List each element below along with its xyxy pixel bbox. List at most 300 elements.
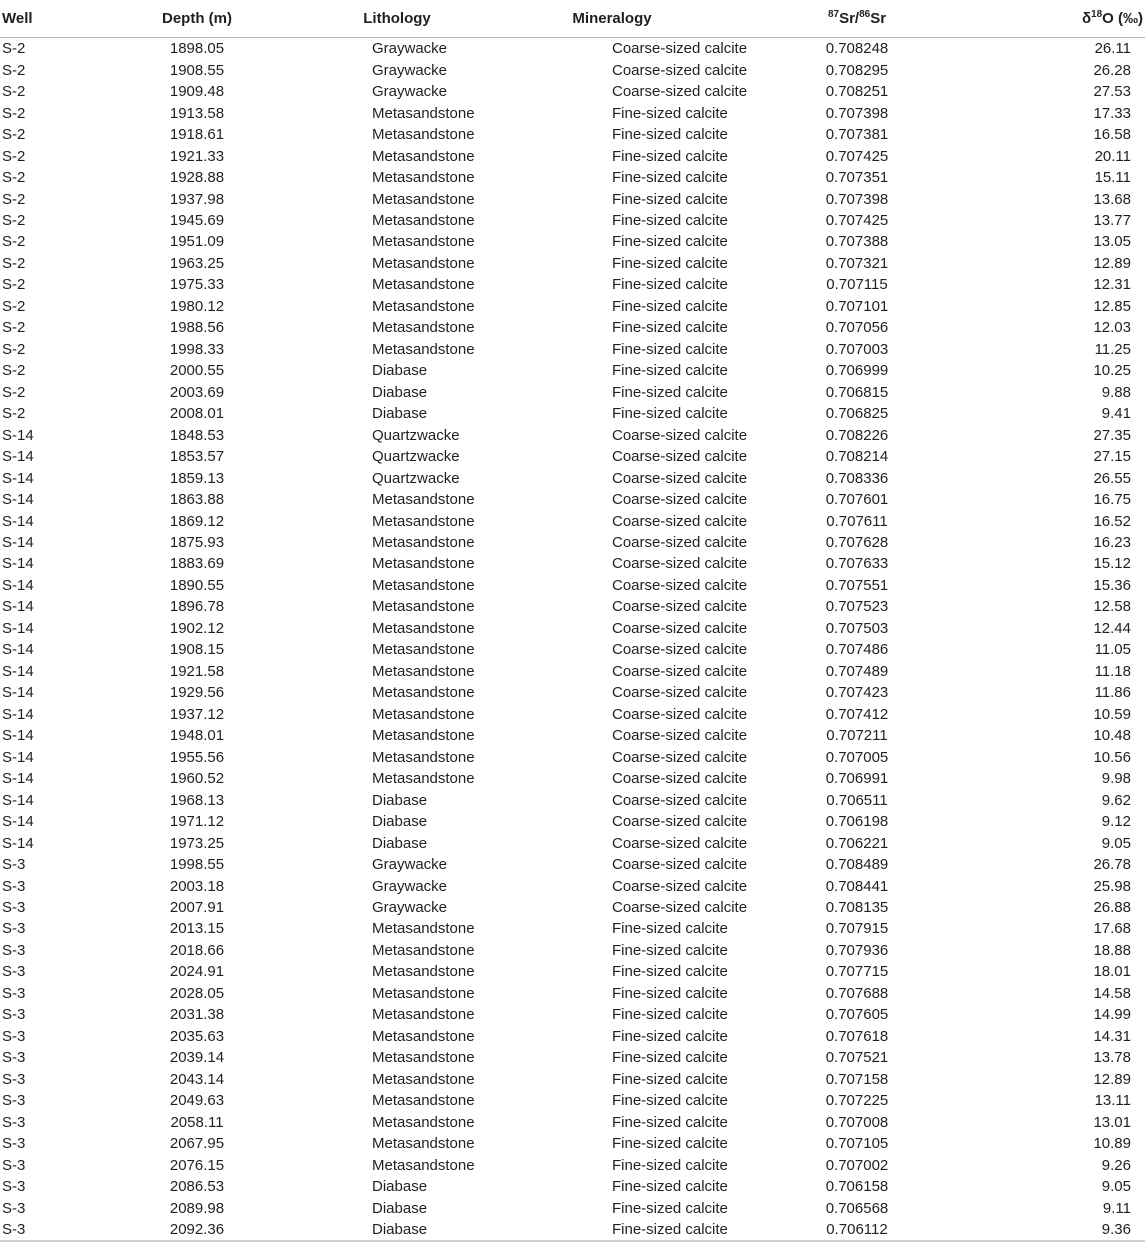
cell-lithology: Metasandstone <box>372 1113 475 1131</box>
cell-mineralogy: Fine-sized calcite <box>612 104 728 122</box>
cell-well: S-2 <box>2 126 26 144</box>
cell-delta18o: 26.78 <box>1093 856 1131 874</box>
cell-mineralogy: Coarse-sized calcite <box>612 877 748 895</box>
cell-delta18o: 26.11 <box>1094 40 1131 58</box>
cell-mineralogy: Fine-sized calcite <box>612 147 728 165</box>
cell-delta18o: 17.68 <box>1093 920 1131 938</box>
cell-mineralogy: Coarse-sized calcite <box>612 813 748 831</box>
cell-sr-ratio: 0.706815 <box>825 383 889 401</box>
cell-lithology: Metasandstone <box>372 598 475 616</box>
cell-sr-ratio: 0.706158 <box>825 1178 889 1196</box>
cell-well: S-3 <box>0 1219 97 1241</box>
table-row <box>0 897 1145 918</box>
table-row <box>0 253 1145 274</box>
cell-sr-ratio: 0.707915 <box>825 920 889 938</box>
cell-depth: 1973.25 <box>169 834 225 852</box>
cell-delta18o: 13.05 <box>1093 233 1131 251</box>
cell-well: S-14 <box>2 576 34 594</box>
table-row <box>0 446 1145 467</box>
table-row <box>0 124 1145 145</box>
table-row <box>0 983 1145 1004</box>
cell-lithology: Metasandstone <box>372 1006 475 1024</box>
cell-well: S-2 <box>2 211 26 229</box>
cell-delta18o: 12.89 <box>1093 1070 1131 1088</box>
cell-sr-ratio: 0.707551 <box>825 576 889 594</box>
table-row <box>0 1197 1145 1218</box>
cell-lithology: Metasandstone <box>372 770 475 788</box>
cell-delta18o: 9.41 <box>1101 405 1131 423</box>
cell-lithology: Metasandstone <box>372 920 475 938</box>
table-row <box>0 102 1145 123</box>
cell-well: S-3 <box>2 963 26 981</box>
cell-delta18o: 20.11 <box>1094 147 1131 165</box>
cell-sr-ratio: 0.707423 <box>825 684 889 702</box>
cell-delta18o: 13.77 <box>1093 211 1131 229</box>
cell-depth: 1980.12 <box>169 297 225 315</box>
cell-mineralogy: Fine-sized calcite <box>612 1049 728 1067</box>
delta-suffix: O (‰) <box>1102 10 1143 27</box>
cell-mineralogy: Coarse-sized calcite <box>612 61 748 79</box>
cell-depth: 2086.53 <box>169 1178 225 1196</box>
cell-lithology: Metasandstone <box>372 984 475 1002</box>
cell-lithology: Quartzwacke <box>372 448 460 466</box>
table-row <box>0 811 1145 832</box>
cell-mineralogy: Coarse-sized calcite <box>612 727 748 745</box>
cell-well: S-3 <box>2 984 26 1002</box>
cell-lithology: Metasandstone <box>372 1135 475 1153</box>
cell-well: S-3 <box>2 898 26 916</box>
cell-well: S-2 <box>2 254 26 272</box>
table-row <box>0 875 1145 896</box>
cell-sr-ratio: 0.707611 <box>826 512 888 530</box>
table-row <box>0 210 1145 231</box>
cell-depth: 1937.12 <box>169 705 225 723</box>
cell-mineralogy: Coarse-sized calcite <box>612 898 748 916</box>
cell-depth: 2049.63 <box>169 1092 225 1110</box>
table-header <box>0 0 1145 38</box>
cell-well: S-14 <box>2 727 34 745</box>
cell-lithology: Metasandstone <box>372 276 475 294</box>
cell-delta18o: 10.25 <box>1093 362 1131 380</box>
table-row <box>0 59 1145 80</box>
cell-lithology: Diabase <box>372 405 428 423</box>
cell-sr-ratio: 0.707101 <box>825 297 889 315</box>
cell-delta18o: 14.58 <box>1093 984 1131 1002</box>
cell-mineralogy: Coarse-sized calcite <box>612 662 748 680</box>
table-row <box>0 768 1145 789</box>
cell-mineralogy: Fine-sized calcite <box>612 1027 728 1045</box>
cell-delta18o: 15.36 <box>1093 576 1131 594</box>
cell-mineralogy: Fine-sized calcite <box>612 405 728 423</box>
cell-delta18o: 18.88 <box>1093 941 1131 959</box>
cell-sr-ratio: 0.708251 <box>825 83 889 101</box>
cell-mineralogy: Fine-sized calcite <box>612 1070 728 1088</box>
cell-delta18o: 9.05 <box>1101 1178 1131 1196</box>
cell-delta18o: 12.85 <box>1093 297 1131 315</box>
cell-delta18o: 10.48 <box>1093 727 1131 745</box>
cell-lithology: Metasandstone <box>372 1049 475 1067</box>
cell-depth: 1963.25 <box>169 254 225 272</box>
cell-lithology: Metasandstone <box>372 319 475 337</box>
cell-delta18o: 14.31 <box>1093 1027 1131 1045</box>
cell-sr-ratio: 0.707388 <box>825 233 889 251</box>
cell-depth: 1921.58 <box>169 662 225 680</box>
cell-delta18o: 16.75 <box>1093 491 1131 509</box>
cell-depth: 1908.15 <box>169 641 225 659</box>
delta-symbol: δ <box>1081 10 1092 27</box>
cell-mineralogy: Coarse-sized calcite <box>612 619 748 637</box>
cell-mineralogy: Fine-sized calcite <box>612 920 728 938</box>
cell-lithology: Metasandstone <box>372 662 475 680</box>
header-well: Well <box>0 0 97 38</box>
cell-sr-ratio: 0.707486 <box>825 641 889 659</box>
cell-lithology: Metasandstone <box>372 169 475 187</box>
cell-lithology: Graywacke <box>372 877 448 895</box>
cell-sr-ratio: 0.708441 <box>825 877 889 895</box>
cell-sr-ratio: 0.707412 <box>825 705 889 723</box>
cell-delta18o: 13.68 <box>1093 190 1131 208</box>
cell-sr-ratio: 0.707523 <box>825 598 889 616</box>
table-row <box>0 918 1145 939</box>
cell-mineralogy: Coarse-sized calcite <box>612 448 748 466</box>
cell-sr-ratio: 0.708295 <box>825 61 889 79</box>
cell-well: S-14 <box>2 684 34 702</box>
cell-well: S-14 <box>2 641 34 659</box>
cell-mineralogy: Fine-sized calcite <box>612 1006 728 1024</box>
cell-depth: 1948.01 <box>169 727 225 745</box>
cell-mineralogy: Fine-sized calcite <box>612 383 728 401</box>
cell-mineralogy: Coarse-sized calcite <box>612 748 748 766</box>
cell-delta18o: 12.89 <box>1093 254 1131 272</box>
cell-well: S-3 <box>2 1113 26 1131</box>
cell-well: S-3 <box>2 1049 26 1067</box>
cell-delta18o: 16.23 <box>1093 534 1131 552</box>
cell-mineralogy: Fine-sized calcite <box>612 362 728 380</box>
cell-delta18o: 14.99 <box>1093 1006 1131 1024</box>
cell-lithology: Metasandstone <box>372 1156 475 1174</box>
cell-delta18o: 27.35 <box>1093 426 1131 444</box>
cell-mineralogy: Coarse-sized calcite <box>612 856 748 874</box>
cell-well: S-14 <box>2 448 34 466</box>
table-row <box>0 639 1145 660</box>
cell-sr-ratio: 0.707225 <box>825 1092 889 1110</box>
cell-sr-ratio: 0.707056 <box>825 319 889 337</box>
cell-depth: 1988.56 <box>169 319 225 337</box>
cell-depth: 1951.09 <box>169 233 225 251</box>
cell-depth: 1955.56 <box>169 748 225 766</box>
cell-depth: 1937.98 <box>169 190 225 208</box>
cell-sr-ratio: 0.707211 <box>826 727 888 745</box>
table-row <box>0 532 1145 553</box>
cell-lithology: Diabase <box>372 1178 428 1196</box>
cell-well: S-3 <box>2 1156 26 1174</box>
table-row <box>0 832 1145 853</box>
table-row <box>0 81 1145 102</box>
cell-sr-ratio: 0.706999 <box>825 362 889 380</box>
cell-delta18o: 13.11 <box>1094 1092 1131 1110</box>
cell-delta18o: 10.59 <box>1093 705 1131 723</box>
cell-lithology: Diabase <box>372 362 428 380</box>
cell-well: S-2 <box>2 340 26 358</box>
cell-mineralogy: Coarse-sized calcite <box>612 576 748 594</box>
cell-well: S-3 <box>2 1135 26 1153</box>
cell-sr-ratio: 0.708489 <box>825 856 889 874</box>
cell-sr-ratio: 0.707425 <box>825 211 889 229</box>
table-row <box>0 317 1145 338</box>
cell-delta18o: 9.88 <box>1101 383 1131 401</box>
cell-depth: 1975.33 <box>169 276 225 294</box>
cell-mineralogy: Coarse-sized calcite <box>612 684 748 702</box>
cell-depth: 1945.69 <box>169 211 225 229</box>
cell-well: S-2 <box>2 233 26 251</box>
table-row <box>0 1047 1145 1068</box>
cell-well: S-14 <box>2 469 34 487</box>
cell-sr-ratio: 0.706991 <box>825 770 889 788</box>
cell-well: S-2 <box>2 83 26 101</box>
table-row <box>0 38 1145 60</box>
cell-delta18o: 11.86 <box>1094 684 1131 702</box>
cell-mineralogy: Coarse-sized calcite <box>612 705 748 723</box>
cell-well: S-14 <box>2 534 34 552</box>
table-row <box>0 854 1145 875</box>
table-row <box>0 467 1145 488</box>
cell-depth: 2018.66 <box>169 941 225 959</box>
cell-mineralogy: Fine-sized calcite <box>612 963 728 981</box>
cell-sr-ratio: 0.708226 <box>825 426 889 444</box>
cell-lithology: Quartzwacke <box>372 426 460 444</box>
table-body <box>0 38 1145 1242</box>
cell-lithology: Metasandstone <box>372 491 475 509</box>
cell-lithology: Metasandstone <box>372 1092 475 1110</box>
cell-well: S-14 <box>2 791 34 809</box>
header-mineralogy: Mineralogy <box>497 0 727 38</box>
cell-well: S-2 <box>2 190 26 208</box>
cell-sr-ratio: 0.707115 <box>826 276 888 294</box>
cell-mineralogy: Fine-sized calcite <box>612 126 728 144</box>
cell-delta18o: 10.56 <box>1093 748 1131 766</box>
cell-depth: 1913.58 <box>169 104 225 122</box>
cell-depth: 2067.95 <box>169 1135 225 1153</box>
table-row <box>0 188 1145 209</box>
cell-lithology: Metasandstone <box>372 534 475 552</box>
table-row <box>0 1069 1145 1090</box>
cell-depth: 2007.91 <box>169 898 225 916</box>
cell-depth: 1908.55 <box>169 61 225 79</box>
cell-well: S-14 <box>2 770 34 788</box>
cell-lithology: Metasandstone <box>372 684 475 702</box>
table-row <box>0 424 1145 445</box>
cell-mineralogy: Coarse-sized calcite <box>612 770 748 788</box>
delta-superscript-18: 18 <box>1091 9 1103 20</box>
cell-sr-ratio: 0.707601 <box>825 491 889 509</box>
cell-depth: 1960.52 <box>169 770 225 788</box>
cell-mineralogy: Fine-sized calcite <box>612 941 728 959</box>
table-row <box>0 1090 1145 1111</box>
header-sr-ratio <box>727 0 957 38</box>
cell-well: S-2 <box>2 276 26 294</box>
cell-lithology: Metasandstone <box>372 512 475 530</box>
cell-delta18o: 26.55 <box>1093 469 1131 487</box>
cell-lithology: Metasandstone <box>372 963 475 981</box>
cell-well: S-2 <box>2 169 26 187</box>
cell-well: S-3 <box>2 1092 26 1110</box>
cell-depth: 1863.88 <box>169 491 225 509</box>
table-row <box>0 1026 1145 1047</box>
table-row <box>0 682 1145 703</box>
table-row <box>0 961 1145 982</box>
cell-mineralogy: Fine-sized calcite <box>612 1113 728 1131</box>
cell-well: S-14 <box>2 619 34 637</box>
cell-lithology: Metasandstone <box>372 190 475 208</box>
cell-depth: 2000.55 <box>169 362 225 380</box>
table-row <box>0 382 1145 403</box>
cell-sr-ratio: 0.707005 <box>825 748 889 766</box>
cell-lithology: Metasandstone <box>372 1070 475 1088</box>
cell-lithology: Metasandstone <box>372 297 475 315</box>
cell-delta18o: 13.78 <box>1093 1049 1131 1067</box>
cell-lithology: Diabase <box>297 1219 497 1241</box>
cell-depth: 1998.33 <box>169 340 225 358</box>
cell-mineralogy: Coarse-sized calcite <box>612 512 748 530</box>
cell-well: S-2 <box>2 147 26 165</box>
cell-sr-ratio: 0.707425 <box>825 147 889 165</box>
cell-depth: 1853.57 <box>169 448 225 466</box>
cell-delta18o: 15.12 <box>1093 555 1131 573</box>
cell-sr-ratio: 0.707105 <box>825 1135 889 1153</box>
cell-mineralogy: Fine-sized calcite <box>612 984 728 1002</box>
table-row <box>0 661 1145 682</box>
cell-well: S-2 <box>2 40 26 58</box>
cell-depth: 2092.36 <box>97 1219 297 1241</box>
cell-well: S-14 <box>2 834 34 852</box>
cell-well: S-14 <box>2 748 34 766</box>
cell-depth: 2039.14 <box>169 1049 225 1067</box>
cell-depth: 1848.53 <box>169 426 225 444</box>
cell-sr-ratio: 0.708248 <box>825 40 889 58</box>
cell-lithology: Diabase <box>372 383 428 401</box>
cell-sr-ratio: 0.706112 <box>727 1219 957 1241</box>
cell-lithology: Metasandstone <box>372 1027 475 1045</box>
cell-mineralogy: Coarse-sized calcite <box>612 469 748 487</box>
cell-depth: 2035.63 <box>169 1027 225 1045</box>
cell-delta18o: 12.44 <box>1093 619 1131 637</box>
cell-depth: 2003.69 <box>169 383 225 401</box>
table-row <box>0 746 1145 767</box>
cell-well: S-2 <box>2 319 26 337</box>
cell-sr-ratio: 0.707503 <box>825 619 889 637</box>
cell-delta18o: 9.98 <box>1101 770 1131 788</box>
header-row <box>0 0 1145 38</box>
cell-delta18o: 26.28 <box>1093 61 1131 79</box>
cell-sr-ratio: 0.706511 <box>826 791 888 809</box>
cell-delta18o: 9.12 <box>1101 813 1131 831</box>
table-row <box>0 1176 1145 1197</box>
cell-delta18o: 26.88 <box>1093 898 1131 916</box>
cell-well: S-14 <box>2 512 34 530</box>
table-row <box>0 596 1145 617</box>
cell-mineralogy: Fine-sized calcite <box>612 1092 728 1110</box>
cell-mineralogy: Coarse-sized calcite <box>612 641 748 659</box>
cell-lithology: Diabase <box>372 834 428 852</box>
cell-lithology: Graywacke <box>372 898 448 916</box>
cell-sr-ratio: 0.707351 <box>825 169 889 187</box>
cell-lithology: Metasandstone <box>372 254 475 272</box>
cell-delta18o: 27.53 <box>1093 83 1131 101</box>
cell-depth: 1971.12 <box>169 813 225 831</box>
table-row <box>0 360 1145 381</box>
cell-sr-ratio: 0.707398 <box>825 104 889 122</box>
cell-well: S-2 <box>2 61 26 79</box>
cell-lithology: Metasandstone <box>372 211 475 229</box>
cell-depth: 1929.56 <box>169 684 225 702</box>
cell-mineralogy: Fine-sized calcite <box>612 169 728 187</box>
cell-well: S-14 <box>2 813 34 831</box>
cell-mineralogy: Coarse-sized calcite <box>612 791 748 809</box>
cell-delta18o: 27.15 <box>1093 448 1131 466</box>
cell-well: S-14 <box>2 426 34 444</box>
cell-lithology: Diabase <box>372 1199 428 1217</box>
cell-depth: 1883.69 <box>169 555 225 573</box>
cell-depth: 1902.12 <box>169 619 225 637</box>
cell-lithology: Graywacke <box>372 83 448 101</box>
table-row <box>0 618 1145 639</box>
table-row <box>0 1004 1145 1025</box>
cell-depth: 2043.14 <box>169 1070 225 1088</box>
header-lithology: Lithology <box>297 0 497 38</box>
cell-mineralogy: Coarse-sized calcite <box>612 83 748 101</box>
cell-well: S-3 <box>2 1199 26 1217</box>
sr-base-1: Sr/ <box>839 10 860 27</box>
cell-mineralogy: Coarse-sized calcite <box>612 491 748 509</box>
cell-delta18o: 9.62 <box>1101 791 1131 809</box>
cell-delta18o: 12.03 <box>1093 319 1131 337</box>
table-row <box>0 1111 1145 1132</box>
header-depth: Depth (m) <box>97 0 297 38</box>
cell-depth: 2076.15 <box>169 1156 225 1174</box>
cell-mineralogy: Fine-sized calcite <box>612 1156 728 1174</box>
table-row <box>0 403 1145 424</box>
cell-sr-ratio: 0.708135 <box>825 898 889 916</box>
cell-depth: 1968.13 <box>169 791 225 809</box>
cell-well: S-14 <box>2 555 34 573</box>
cell-well: S-3 <box>2 1178 26 1196</box>
cell-lithology: Metasandstone <box>372 941 475 959</box>
cell-mineralogy: Fine-sized calcite <box>497 1219 727 1241</box>
cell-depth: 1918.61 <box>169 126 225 144</box>
cell-delta18o: 18.01 <box>1093 963 1131 981</box>
cell-depth: 2013.15 <box>169 920 225 938</box>
cell-lithology: Metasandstone <box>372 576 475 594</box>
cell-lithology: Metasandstone <box>372 126 475 144</box>
cell-mineralogy: Coarse-sized calcite <box>612 426 748 444</box>
table-row <box>0 553 1145 574</box>
cell-sr-ratio: 0.707521 <box>825 1049 889 1067</box>
cell-mineralogy: Fine-sized calcite <box>612 1199 728 1217</box>
cell-well: S-3 <box>2 1027 26 1045</box>
table-row <box>0 575 1145 596</box>
cell-mineralogy: Fine-sized calcite <box>612 276 728 294</box>
cell-delta18o: 11.25 <box>1094 340 1131 358</box>
cell-sr-ratio: 0.707633 <box>825 555 889 573</box>
table-row <box>0 940 1145 961</box>
cell-well: S-2 <box>2 297 26 315</box>
table-row <box>0 231 1145 252</box>
sr-superscript-86: 86 <box>859 9 871 20</box>
cell-mineralogy: Fine-sized calcite <box>612 340 728 358</box>
cell-delta18o: 13.01 <box>1093 1113 1131 1131</box>
cell-mineralogy: Fine-sized calcite <box>612 211 728 229</box>
cell-mineralogy: Coarse-sized calcite <box>612 598 748 616</box>
